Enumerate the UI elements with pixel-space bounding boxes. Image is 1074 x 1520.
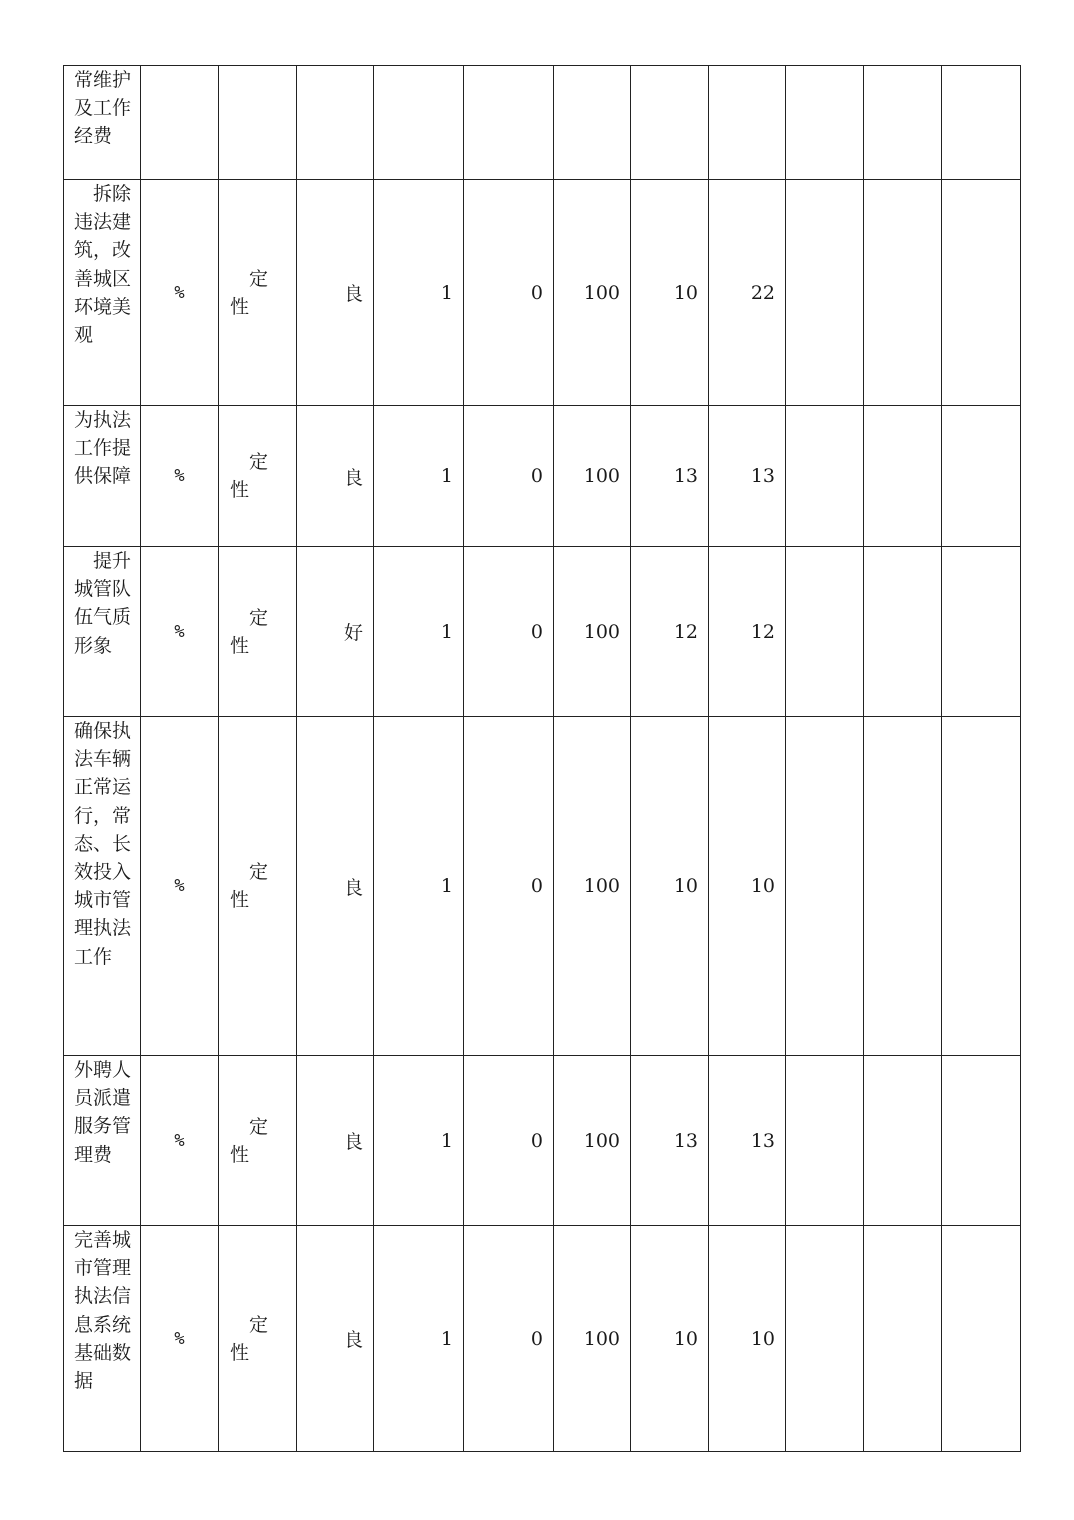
grade-cell: 良 <box>297 1056 374 1226</box>
value-cell: 12 <box>709 547 786 717</box>
unit-cell: % <box>141 717 219 1056</box>
indicator-name-cell: 为执法工作提供保障 <box>64 406 141 547</box>
table-row <box>64 1226 1021 1452</box>
value-cell: 22 <box>709 180 786 406</box>
empty-cell <box>942 1056 1021 1226</box>
unit-cell: % <box>141 406 219 547</box>
table-row <box>64 180 1021 406</box>
value-cell: 13 <box>709 406 786 547</box>
empty-cell <box>786 66 864 180</box>
value-cell: 100 <box>554 717 631 1056</box>
indicator-name-cell: 完善城市管理执法信息系统基础数据 <box>64 1226 141 1452</box>
empty-cell <box>942 717 1021 1056</box>
performance-table <box>63 65 1021 1452</box>
unit-cell: % <box>141 1226 219 1452</box>
value-cell: 13 <box>631 1056 709 1226</box>
type-cell: 定性 <box>219 1226 297 1452</box>
value-cell: 12 <box>631 547 709 717</box>
empty-cell <box>786 406 864 547</box>
empty-cell <box>864 717 942 1056</box>
value-cell <box>631 66 709 180</box>
empty-cell <box>942 406 1021 547</box>
value-cell: 0 <box>464 1056 554 1226</box>
empty-cell <box>786 717 864 1056</box>
value-cell: 1 <box>374 406 464 547</box>
value-cell: 100 <box>554 180 631 406</box>
value-cell: 100 <box>554 1056 631 1226</box>
grade-cell: 好 <box>297 547 374 717</box>
empty-cell <box>786 1056 864 1226</box>
value-cell: 0 <box>464 547 554 717</box>
indicator-name-cell: 提升城管队伍气质形象 <box>64 547 141 717</box>
empty-cell <box>864 406 942 547</box>
empty-cell <box>864 547 942 717</box>
table-row <box>64 1056 1021 1226</box>
table-row <box>64 66 1021 180</box>
value-cell: 0 <box>464 717 554 1056</box>
grade-cell: 良 <box>297 406 374 547</box>
type-cell: 定性 <box>219 180 297 406</box>
indicator-name-cell: 常维护及工作经费 <box>64 66 141 180</box>
value-cell: 1 <box>374 180 464 406</box>
type-cell: 定性 <box>219 547 297 717</box>
type-cell <box>219 66 297 180</box>
value-cell: 100 <box>554 1226 631 1452</box>
empty-cell <box>786 180 864 406</box>
value-cell <box>709 66 786 180</box>
grade-cell: 良 <box>297 717 374 1056</box>
value-cell: 10 <box>709 1226 786 1452</box>
type-cell: 定性 <box>219 1056 297 1226</box>
table-row <box>64 717 1021 1056</box>
empty-cell <box>864 1056 942 1226</box>
empty-cell <box>864 1226 942 1452</box>
type-cell: 定性 <box>219 406 297 547</box>
value-cell: 0 <box>464 1226 554 1452</box>
value-cell: 1 <box>374 1226 464 1452</box>
empty-cell <box>864 180 942 406</box>
indicator-name-cell: 拆除违法建筑，改善城区环境美观 <box>64 180 141 406</box>
empty-cell <box>942 180 1021 406</box>
value-cell: 1 <box>374 1056 464 1226</box>
unit-cell: % <box>141 180 219 406</box>
value-cell: 1 <box>374 717 464 1056</box>
table-row <box>64 547 1021 717</box>
grade-cell <box>297 66 374 180</box>
unit-cell: % <box>141 1056 219 1226</box>
indicator-name-cell: 外聘人员派遣服务管理费 <box>64 1056 141 1226</box>
empty-cell <box>942 547 1021 717</box>
value-cell: 0 <box>464 406 554 547</box>
value-cell: 10 <box>631 717 709 1056</box>
value-cell: 10 <box>631 1226 709 1452</box>
indicator-name-cell: 确保执法车辆正常运行，常态、长效投入城市管理执法工作 <box>64 717 141 1056</box>
value-cell: 13 <box>709 1056 786 1226</box>
value-cell <box>554 66 631 180</box>
value-cell: 10 <box>631 180 709 406</box>
empty-cell <box>864 66 942 180</box>
unit-cell: % <box>141 547 219 717</box>
value-cell: 100 <box>554 406 631 547</box>
type-cell: 定性 <box>219 717 297 1056</box>
empty-cell <box>786 547 864 717</box>
empty-cell <box>786 1226 864 1452</box>
grade-cell: 良 <box>297 1226 374 1452</box>
value-cell: 0 <box>464 180 554 406</box>
value-cell: 10 <box>709 717 786 1056</box>
value-cell: 13 <box>631 406 709 547</box>
value-cell: 100 <box>554 547 631 717</box>
unit-cell <box>141 66 219 180</box>
value-cell <box>374 66 464 180</box>
table-row <box>64 406 1021 547</box>
empty-cell <box>942 1226 1021 1452</box>
empty-cell <box>942 66 1021 180</box>
grade-cell: 良 <box>297 180 374 406</box>
value-cell <box>464 66 554 180</box>
value-cell: 1 <box>374 547 464 717</box>
